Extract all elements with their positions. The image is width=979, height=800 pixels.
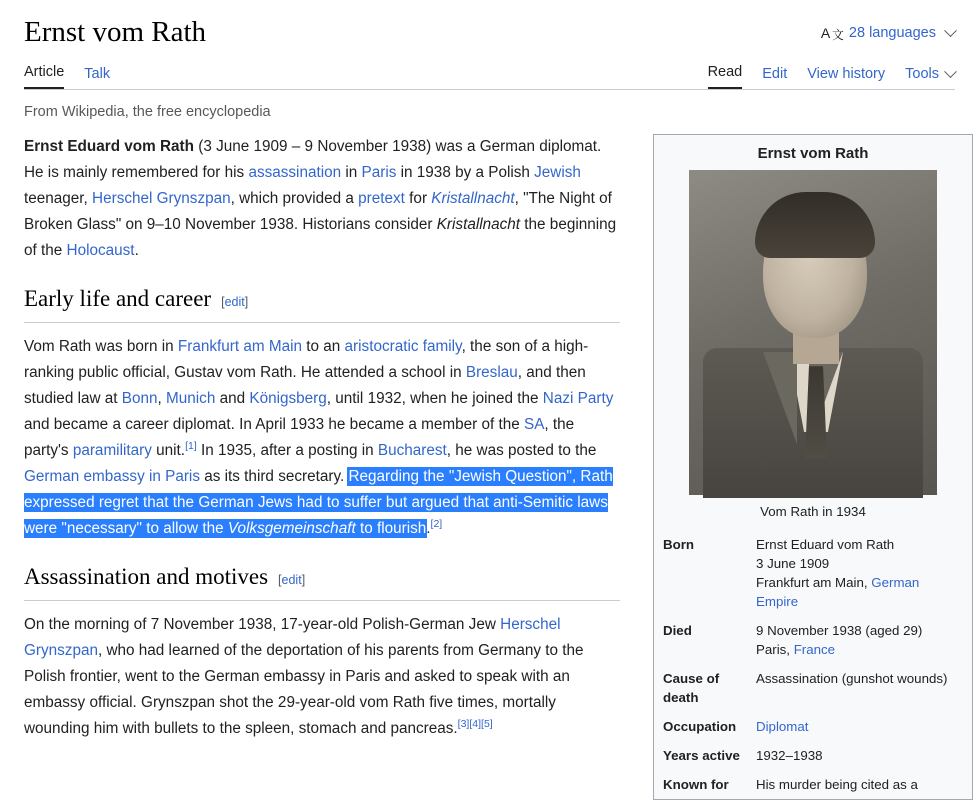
tools-label: Tools [905, 66, 939, 83]
article-body [24, 134, 620, 800]
txt-11: In 1935, after a posting in [196, 442, 378, 460]
lead-text-6: for [404, 190, 432, 208]
txt-7: , until 1932, when he joined the [326, 390, 543, 408]
infobox-label-cause-of-death: Cause of death [663, 671, 720, 706]
language-selector-button[interactable] [821, 14, 955, 42]
reference-3[interactable] [458, 718, 470, 730]
lead-text-4: teenager, [24, 190, 93, 208]
link-german-empire[interactable]: German Empire [756, 575, 920, 610]
link-nazi-party[interactable]: Nazi Party [542, 390, 614, 408]
bracket-close: ] [301, 573, 306, 588]
link-breslau[interactable]: Breslau [465, 364, 518, 382]
link-herschel-grynszpan[interactable]: Herschel Grynszpan [92, 190, 231, 208]
link-bonn[interactable]: Bonn [121, 390, 158, 408]
section-heading-early-life [24, 286, 620, 323]
header [24, 0, 955, 50]
chevron-down-icon [944, 65, 957, 78]
link-frankfurt-am-main[interactable]: Frankfurt am Main [177, 338, 303, 356]
ref-1-label[interactable]: [1] [185, 440, 197, 453]
infobox-value-years-active: 1932–1938 [756, 748, 823, 764]
link-assassination[interactable]: assassination [248, 164, 342, 182]
infobox-label-known-for: Known for [663, 777, 729, 793]
edit-section-link [221, 289, 248, 315]
edit-link-early-life[interactable]: edit [224, 295, 245, 310]
italic-kristallnacht: Kristallnacht [436, 216, 521, 234]
ref-4-label[interactable]: [4] [469, 718, 482, 731]
lead-text-2: in [341, 164, 362, 182]
tab-article[interactable]: Article [24, 64, 64, 89]
edit-section-link [278, 567, 305, 593]
txt-8: and became a career diplomat. In April 1933 he became a member of the [24, 416, 524, 434]
content-area [24, 134, 955, 800]
link-bucharest[interactable]: Bucharest [377, 442, 447, 460]
highlight-text-1: Regarding the "Jewish Question", Rath expressed regret that the German Jews had to suffer but argued that anti-Semitic laws were "necessary" to allow the [24, 468, 613, 538]
lead-text-1: (3 June 1909 – 9 November 1938) was a German diplomat. He is mainly remembered for his [24, 138, 602, 182]
infobox-row-cause-of-death [654, 664, 972, 712]
txt-13: as its third secretary. [199, 468, 349, 486]
lead-text-5: , which provided a [230, 190, 359, 208]
chevron-down-icon [944, 24, 957, 37]
link-paramilitary[interactable]: paramilitary [72, 442, 152, 460]
txt-10: unit. [151, 442, 186, 460]
born-place [756, 573, 964, 611]
link-herschel-grynszpan[interactable]: Herschel Grynszpan [24, 616, 561, 660]
highlight-italic-volksgemeinschaft: Volksgemeinschaft [227, 520, 356, 538]
infobox-value-known-for: His murder being cited as a [756, 777, 918, 793]
bracket-open: [ [278, 573, 282, 588]
infobox-row-known-for [654, 770, 972, 799]
txt-6: and [215, 390, 250, 408]
site-subtitle: From Wikipedia, the free encyclopedia [24, 104, 271, 121]
tabs-left-group [24, 60, 110, 89]
section-body-assassination [24, 612, 620, 742]
ref-5-label[interactable]: [5] [481, 718, 493, 731]
infobox-table [654, 530, 972, 799]
born-city: Frankfurt am Main, [756, 575, 872, 591]
lead-paragraph [24, 134, 620, 264]
ref-2-label[interactable]: [2] [430, 518, 443, 531]
infobox-label-died: Died [663, 623, 692, 639]
txt-a2: , who had learned of the deportation of his parents from Germany to the Polish frontier, went to the German embassy in Paris and asked to speak with an embassy official. Grynszpan shot the 29-year-old vom Rath five times, mortally wounding him with bullets to the spleen, stomach and pancreas. [24, 642, 584, 738]
infobox-row-occupation [654, 712, 972, 741]
txt-9: , the party's [24, 416, 575, 460]
link-munich[interactable]: Munich [166, 390, 216, 408]
infobox-row-years-active [654, 741, 972, 770]
tab-tools[interactable] [905, 66, 955, 89]
bracket-close: ] [244, 295, 249, 310]
edit-link-assassination[interactable]: edit [281, 573, 302, 588]
section-title: Early life and career [24, 286, 212, 312]
txt-12: , he was posted to the [446, 442, 597, 460]
photo-lapel-left [763, 352, 797, 444]
link-diplomat[interactable]: Diplomat [756, 719, 809, 735]
tabs-right-group [708, 60, 955, 89]
born-name: Ernst Eduard vom Rath [756, 537, 895, 553]
reference-5[interactable] [481, 718, 493, 730]
section-heading-assassination [24, 564, 620, 601]
link-jewish[interactable]: Jewish [534, 164, 581, 182]
infobox-value-cause-of-death: Assassination (gunshot wounds) [756, 671, 948, 687]
ref-3-label[interactable]: [3] [457, 718, 470, 731]
reference-2[interactable] [431, 518, 443, 530]
subject-name: Ernst Eduard vom Rath [24, 138, 194, 156]
page-title: Ernst vom Rath [24, 16, 207, 48]
lead-text-8: the beginning of the [24, 216, 617, 260]
lead-text-9: . [134, 242, 139, 260]
txt-2: to an [302, 338, 345, 356]
portrait-photo-ernst-vom-rath[interactable] [689, 170, 937, 495]
txt-5: , [157, 390, 167, 408]
tab-edit[interactable]: Edit [762, 66, 788, 83]
bracket-open: [ [221, 295, 225, 310]
infobox-row-died [654, 616, 972, 664]
infobox-label-born: Born [663, 537, 695, 553]
highlight-text-2: to flourish [355, 520, 427, 538]
link-konigsberg[interactable]: Königsberg [249, 390, 327, 408]
died-date: 9 November 1938 (aged 29) [756, 623, 923, 639]
txt-1: Vom Rath was born in [24, 338, 178, 356]
lead-text-3: in 1938 by a Polish [396, 164, 535, 182]
link-france[interactable]: France [793, 642, 836, 658]
txt-4: , and then studied law at [24, 364, 586, 408]
reference-1[interactable] [185, 440, 197, 452]
link-pretext[interactable]: pretext [358, 190, 405, 208]
infobox-value-occupation [752, 712, 972, 741]
link-holocaust[interactable]: Holocaust [66, 242, 135, 260]
infobox-title: Ernst vom Rath [757, 145, 869, 163]
link-aristocratic-family[interactable]: aristocratic family [344, 338, 462, 356]
tab-talk[interactable]: Talk [84, 66, 111, 83]
died-city: Paris, [756, 642, 794, 658]
infobox [653, 134, 973, 800]
died-place [756, 640, 964, 659]
born-date: 3 June 1909 [756, 556, 830, 572]
infobox-value-died [752, 616, 972, 664]
infobox-label-years-active: Years active [663, 748, 740, 764]
article-tabs [24, 60, 955, 90]
infobox-label-occupation: Occupation [663, 719, 737, 735]
language-count-label: 28 languages [848, 25, 936, 41]
tab-view-history[interactable]: View history [807, 66, 886, 83]
reference-4[interactable] [469, 718, 481, 730]
link-german-embassy-paris[interactable]: German embassy in Paris [24, 468, 200, 486]
txt-a1: On the morning of 7 November 1938, 17-year-old Polish-German Jew [24, 616, 501, 634]
link-paris[interactable]: Paris [361, 164, 397, 182]
txt-3: , the son of a high-ranking public official, Gustav vom Rath. He attended a school in [24, 338, 589, 382]
language-icon: A 文 [820, 25, 844, 42]
txt-14: . [426, 520, 431, 538]
link-kristallnacht[interactable]: Kristallnacht [431, 190, 515, 208]
infobox-image-wrap [654, 170, 972, 495]
lead-text-7: , "The Night of Broken Glass" on 9–10 November 1938. Historians consider [24, 190, 612, 234]
section-body-early-life [24, 334, 620, 542]
link-sa[interactable]: SA [524, 416, 545, 434]
infobox-row-born [654, 530, 972, 616]
infobox-image-caption: Vom Rath in 1934 [760, 504, 866, 520]
infobox-value-born [752, 530, 972, 616]
tab-read[interactable]: Read [708, 64, 743, 89]
section-title: Assassination and motives [24, 564, 269, 590]
